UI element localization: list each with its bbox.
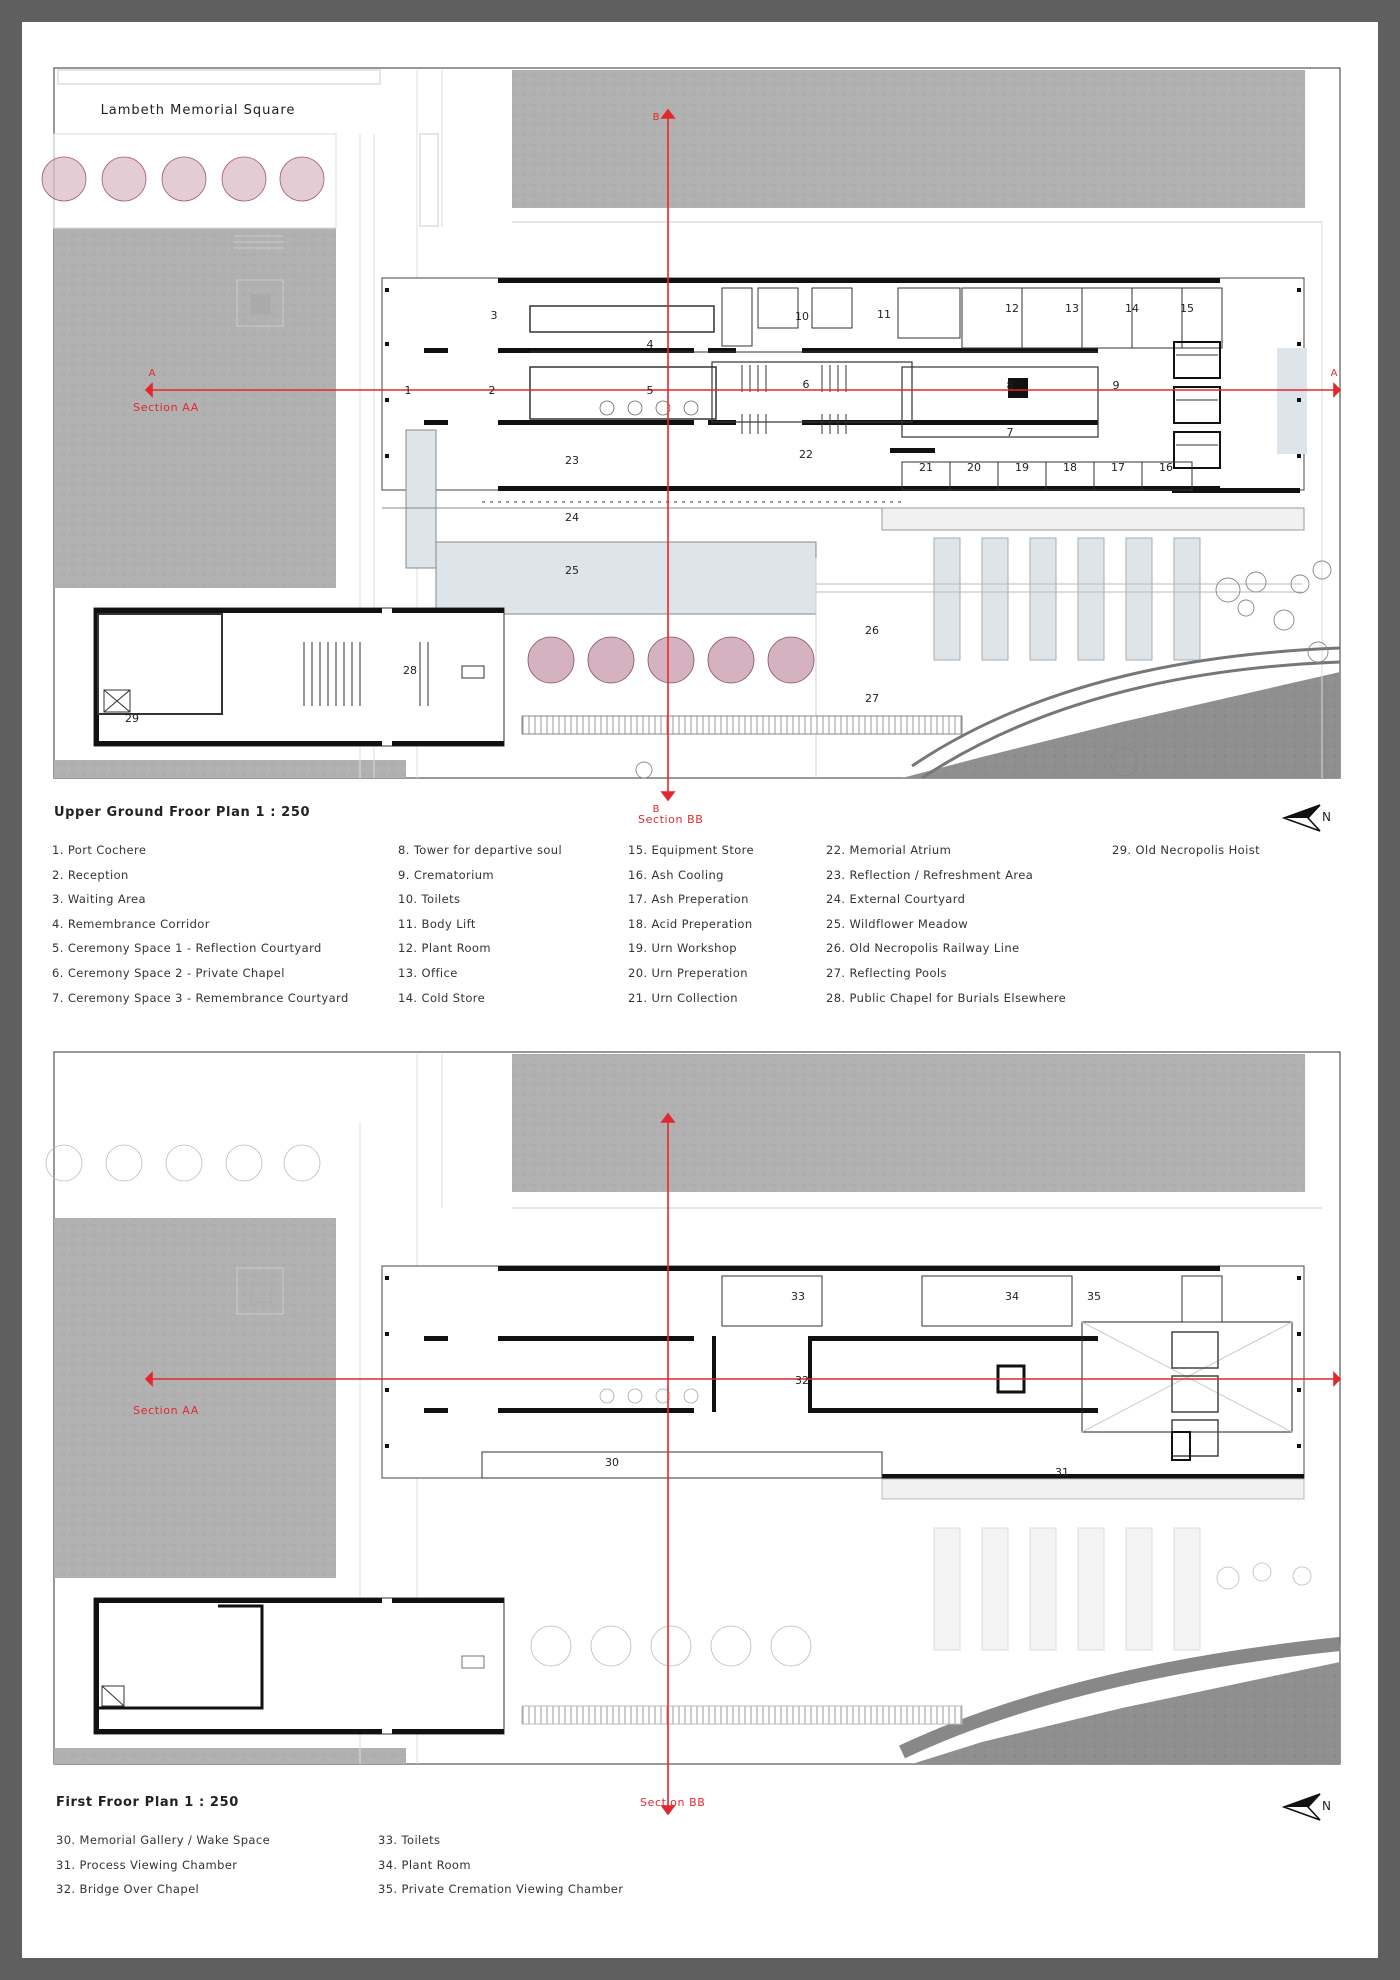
room-number: 31 bbox=[1055, 1466, 1069, 1479]
room-number: 2 bbox=[488, 384, 496, 397]
legend-item: 9. Crematorium bbox=[398, 867, 495, 882]
marker-a-east: A bbox=[1330, 368, 1338, 379]
legend-item: 34. Plant Room bbox=[378, 1857, 471, 1872]
room-number: 12 bbox=[1005, 302, 1019, 315]
room-number: 13 bbox=[1065, 302, 1079, 315]
north-arrow-icon bbox=[1282, 1792, 1322, 1822]
legend-item: 31. Process Viewing Chamber bbox=[56, 1857, 238, 1872]
room-number: 26 bbox=[865, 624, 879, 637]
room-number: 28 bbox=[403, 664, 417, 677]
legend-upper-col-4 bbox=[826, 838, 1066, 1010]
legend-item: 8. Tower for departive soul bbox=[398, 843, 563, 857]
legend-item: 7. Ceremony Space 3 - Remembrance Courtyard bbox=[52, 990, 349, 1005]
legend-item: 29. Old Necropolis Hoist bbox=[1112, 843, 1261, 857]
room-number: 9 bbox=[1112, 379, 1120, 392]
room-number: 21 bbox=[919, 461, 933, 474]
legend-item: 32. Bridge Over Chapel bbox=[56, 1882, 200, 1897]
upper-ground-floor-plan bbox=[22, 22, 1378, 822]
room-number: 25 bbox=[565, 564, 579, 577]
room-number: 19 bbox=[1015, 461, 1029, 474]
room-number: 5 bbox=[646, 384, 654, 397]
upper-plan-title: Upper Ground Froor Plan 1 : 250 bbox=[54, 805, 311, 820]
north-label: N bbox=[1322, 810, 1331, 824]
first-floor-building bbox=[382, 1266, 1304, 1499]
room-number: 30 bbox=[605, 1456, 619, 1469]
legend-item: 6. Ceremony Space 2 - Private Chapel bbox=[52, 965, 285, 980]
upper-section-bb-label: Section BB bbox=[638, 813, 704, 826]
room-number: 23 bbox=[565, 454, 579, 467]
north-label: N bbox=[1322, 1799, 1331, 1813]
legend-upper-col-3 bbox=[628, 838, 754, 1010]
room-number: 20 bbox=[967, 461, 981, 474]
legend-upper-col-5 bbox=[1112, 838, 1260, 863]
legend-item: 30. Memorial Gallery / Wake Space bbox=[56, 1833, 271, 1847]
room-number: 24 bbox=[565, 511, 579, 524]
legend-item: 23. Reflection / Refreshment Area bbox=[826, 867, 1034, 882]
marker-b-south: B bbox=[652, 804, 660, 815]
room-number: 4 bbox=[646, 338, 654, 351]
room-number: 14 bbox=[1125, 302, 1139, 315]
room-number: 16 bbox=[1159, 461, 1173, 474]
legend-item: 35. Private Cremation Viewing Chamber bbox=[378, 1882, 624, 1897]
north-arrow-icon bbox=[1282, 803, 1322, 833]
room-number: 8 bbox=[1006, 379, 1014, 392]
room-number: 17 bbox=[1111, 461, 1125, 474]
first-floor-plan bbox=[22, 1032, 1378, 1862]
first-section-bb-label: Section BB bbox=[640, 1796, 706, 1809]
legend-item: 4. Remembrance Corridor bbox=[52, 916, 210, 931]
first-plan-title: First Froor Plan 1 : 250 bbox=[56, 1795, 239, 1810]
legend-item: 12. Plant Room bbox=[398, 941, 491, 956]
room-number: 22 bbox=[799, 448, 813, 461]
room-number: 35 bbox=[1087, 1290, 1101, 1303]
room-number: 29 bbox=[125, 712, 139, 725]
legend-first-col-2 bbox=[378, 1828, 623, 1902]
legend-item: 10. Toilets bbox=[398, 892, 461, 907]
legend-item: 15. Equipment Store bbox=[628, 843, 755, 857]
legend-item: 28. Public Chapel for Burials Elsewhere bbox=[826, 990, 1067, 1005]
legend-item: 14. Cold Store bbox=[398, 990, 486, 1005]
legend-item: 2. Reception bbox=[52, 867, 129, 882]
legend-item: 16. Ash Cooling bbox=[628, 867, 724, 882]
marker-b-north: B bbox=[652, 112, 660, 123]
legend-item: 13. Office bbox=[398, 965, 458, 980]
legend-item: 19. Urn Workshop bbox=[628, 941, 737, 956]
legend-item: 18. Acid Preperation bbox=[628, 916, 753, 931]
concrete-block-north bbox=[512, 70, 1305, 208]
room-number: 1 bbox=[404, 384, 412, 397]
section-aa-label-ff: Section AA bbox=[133, 1404, 199, 1417]
legend-upper-col-2 bbox=[398, 838, 562, 1010]
legend-item: 24. External Courtyard bbox=[826, 892, 966, 907]
section-aa-label: Section AA bbox=[133, 401, 199, 414]
legend-item: 11. Body Lift bbox=[398, 916, 476, 931]
railway-line bbox=[522, 716, 962, 734]
legend-item: 25. Wildflower Meadow bbox=[826, 916, 969, 931]
room-number: 7 bbox=[1006, 426, 1014, 439]
drawing-sheet bbox=[22, 22, 1378, 1958]
legend-item: 17. Ash Preperation bbox=[628, 892, 749, 907]
room-number: 11 bbox=[877, 308, 891, 321]
room-number: 15 bbox=[1180, 302, 1194, 315]
square-label: Lambeth Memorial Square bbox=[100, 103, 296, 118]
room-number: 27 bbox=[865, 692, 879, 705]
room-number: 18 bbox=[1063, 461, 1077, 474]
legend-first-col-1 bbox=[56, 1828, 270, 1902]
room-number: 34 bbox=[1005, 1290, 1019, 1303]
legend-item: 26. Old Necropolis Railway Line bbox=[826, 941, 1020, 956]
legend-item: 3. Waiting Area bbox=[52, 892, 146, 907]
room-number: 6 bbox=[802, 378, 810, 391]
room-number: 33 bbox=[791, 1290, 805, 1303]
north-arrow-upper bbox=[1282, 803, 1342, 833]
north-arrow-first bbox=[1282, 1792, 1342, 1822]
room-number: 3 bbox=[490, 309, 498, 322]
public-chapel-block bbox=[94, 608, 504, 746]
legend-item: 1. Port Cochere bbox=[52, 843, 147, 857]
legend-item: 22. Memorial Atrium bbox=[826, 843, 952, 857]
legend-item: 5. Ceremony Space 1 - Reflection Courtyard bbox=[52, 941, 322, 956]
legend-upper-col-1 bbox=[52, 838, 349, 1010]
legend-item: 33. Toilets bbox=[378, 1833, 441, 1847]
marker-a-west: A bbox=[148, 368, 156, 379]
legend-item: 20. Urn Preperation bbox=[628, 965, 748, 980]
concrete-block-north-ff bbox=[512, 1054, 1305, 1192]
chapel-block-first-floor bbox=[94, 1598, 504, 1734]
concrete-block-west-ff bbox=[54, 1218, 336, 1578]
legend-item: 27. Reflecting Pools bbox=[826, 965, 947, 980]
room-number: 10 bbox=[795, 310, 809, 323]
room-number: 32 bbox=[795, 1374, 809, 1387]
legend-item: 21. Urn Collection bbox=[628, 990, 738, 1005]
